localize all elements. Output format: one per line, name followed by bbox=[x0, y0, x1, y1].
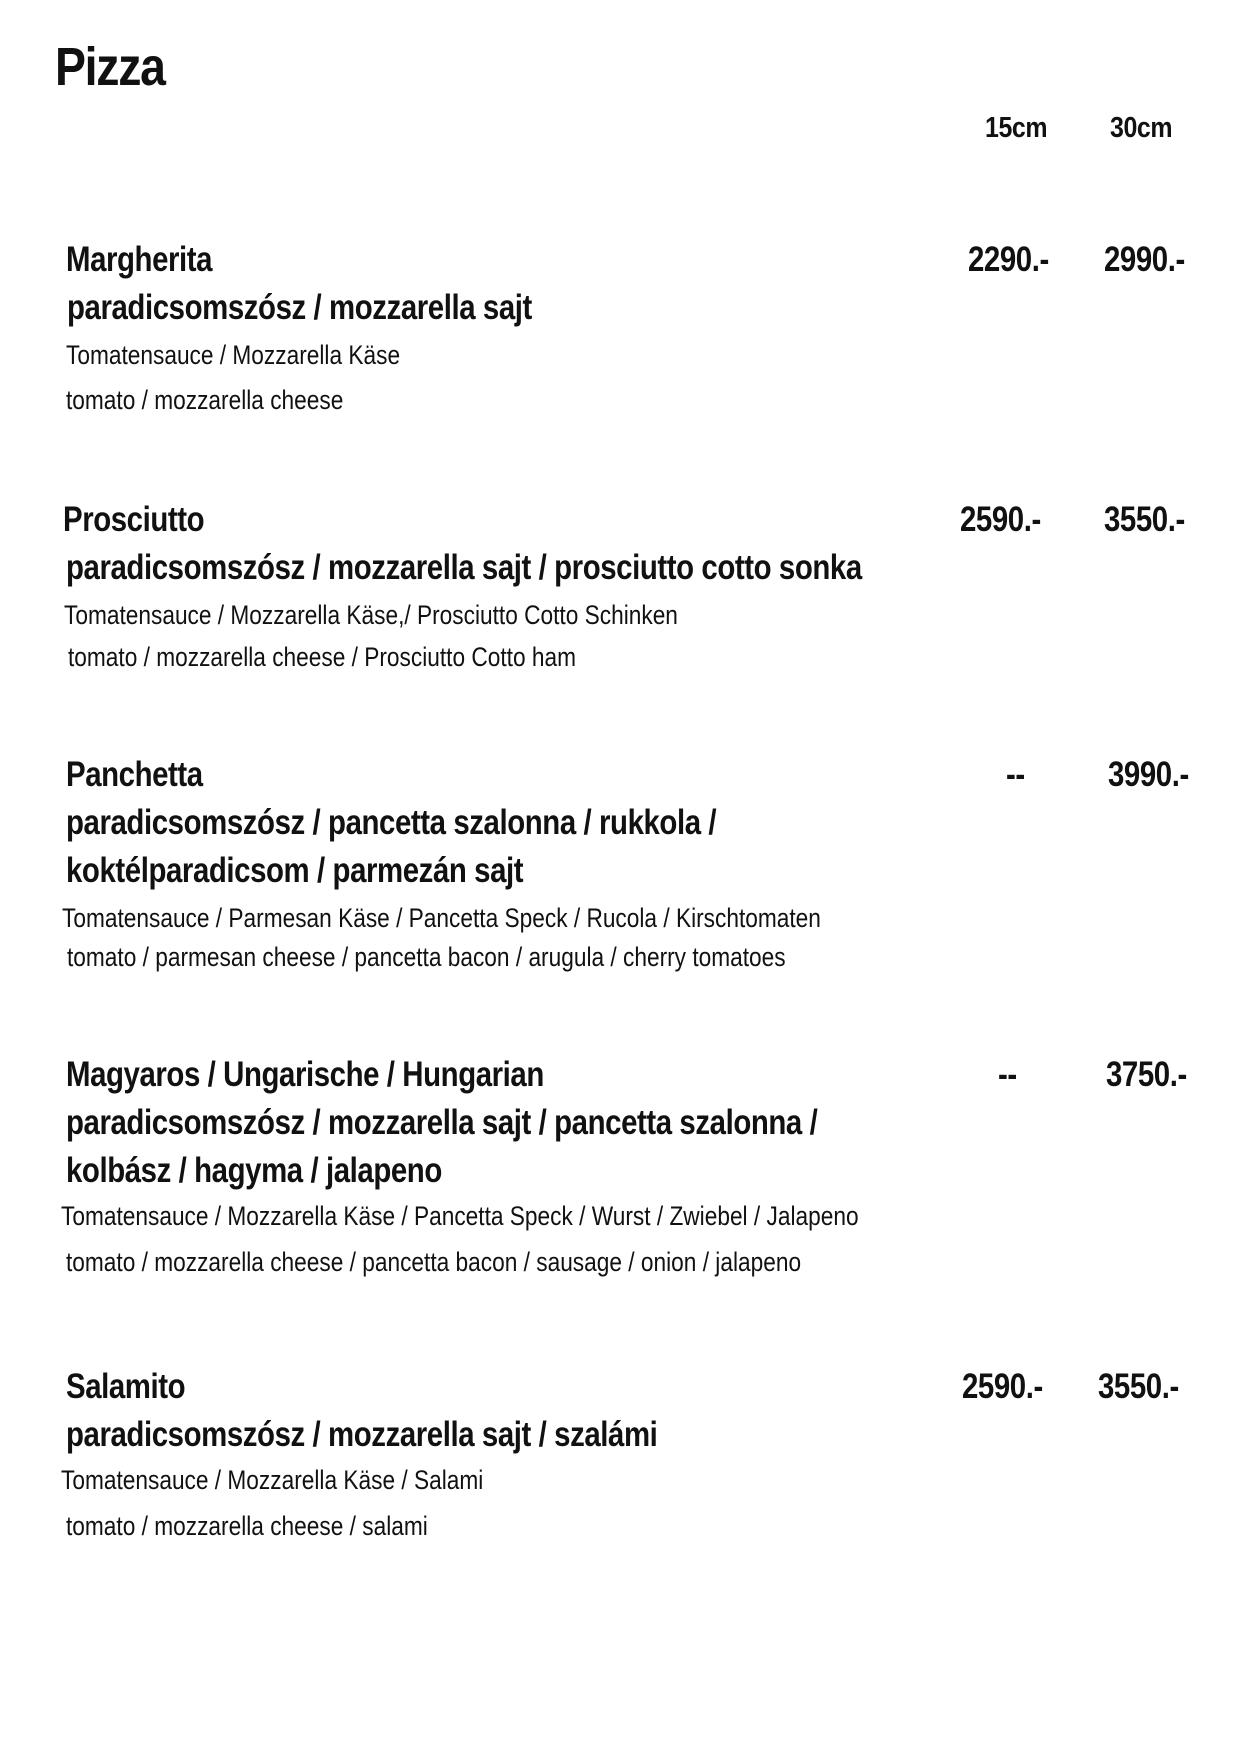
item-name: Prosciutto bbox=[63, 500, 205, 539]
hungarian-ingredients-line-2: kolbász / hagyma / jalapeno bbox=[66, 1151, 442, 1190]
page-title: Pizza bbox=[55, 37, 165, 97]
hungarian-ingredients: paradicsomszósz / mozzarella sajt bbox=[67, 288, 532, 327]
hungarian-ingredients: paradicsomszósz / mozzarella sajt / szalámi bbox=[66, 1415, 658, 1454]
item-name: Magyaros / Ungarische / Hungarian bbox=[66, 1055, 544, 1094]
price-15cm: 2590.- bbox=[962, 1367, 1043, 1406]
price-15cm: 2290.- bbox=[968, 240, 1049, 279]
english-ingredients: tomato / parmesan cheese / pancetta bacon / arugula / cherry tomatoes bbox=[67, 942, 786, 972]
price-15cm: -- bbox=[1006, 755, 1025, 794]
price-30cm: 3550.- bbox=[1098, 1367, 1179, 1406]
german-ingredients: Tomatensauce / Mozzarella Käse bbox=[66, 340, 401, 370]
size-header-15cm: 15cm bbox=[985, 112, 1048, 144]
item-name: Margherita bbox=[66, 240, 213, 279]
price-30cm: 3990.- bbox=[1108, 755, 1189, 794]
hungarian-ingredients-line-1: paradicsomszósz / pancetta szalonna / rukkola / bbox=[66, 803, 717, 842]
item-name: Salamito bbox=[66, 1367, 186, 1406]
price-30cm: 3550.- bbox=[1104, 500, 1185, 539]
german-ingredients: Tomatensauce / Mozzarella Käse / Salami bbox=[61, 1465, 484, 1495]
german-ingredients: Tomatensauce / Parmesan Käse / Pancetta Speck / Rucola / Kirschtomaten bbox=[62, 903, 821, 933]
price-30cm: 2990.- bbox=[1104, 240, 1185, 279]
hungarian-ingredients-line-2: koktélparadicsom / parmezán sajt bbox=[66, 851, 524, 890]
price-15cm: 2590.- bbox=[960, 500, 1041, 539]
price-15cm: -- bbox=[998, 1055, 1017, 1094]
german-ingredients: Tomatensauce / Mozzarella Käse,/ Prosciutto Cotto Schinken bbox=[64, 600, 678, 630]
item-name: Panchetta bbox=[66, 755, 203, 794]
german-ingredients: Tomatensauce / Mozzarella Käse / Pancetta Speck / Wurst / Zwiebel / Jalapeno bbox=[61, 1201, 859, 1231]
size-header-30cm: 30cm bbox=[1110, 112, 1173, 144]
hungarian-ingredients-line-1: paradicsomszósz / mozzarella sajt / pancetta szalonna / bbox=[66, 1103, 818, 1142]
english-ingredients: tomato / mozzarella cheese / salami bbox=[66, 1511, 428, 1541]
hungarian-ingredients: paradicsomszósz / mozzarella sajt / prosciutto cotto sonka bbox=[66, 548, 862, 587]
english-ingredients: tomato / mozzarella cheese bbox=[66, 385, 344, 415]
price-30cm: 3750.- bbox=[1106, 1055, 1187, 1094]
english-ingredients: tomato / mozzarella cheese / Prosciutto Cotto ham bbox=[68, 642, 577, 672]
english-ingredients: tomato / mozzarella cheese / pancetta bacon / sausage / onion / jalapeno bbox=[66, 1247, 802, 1277]
